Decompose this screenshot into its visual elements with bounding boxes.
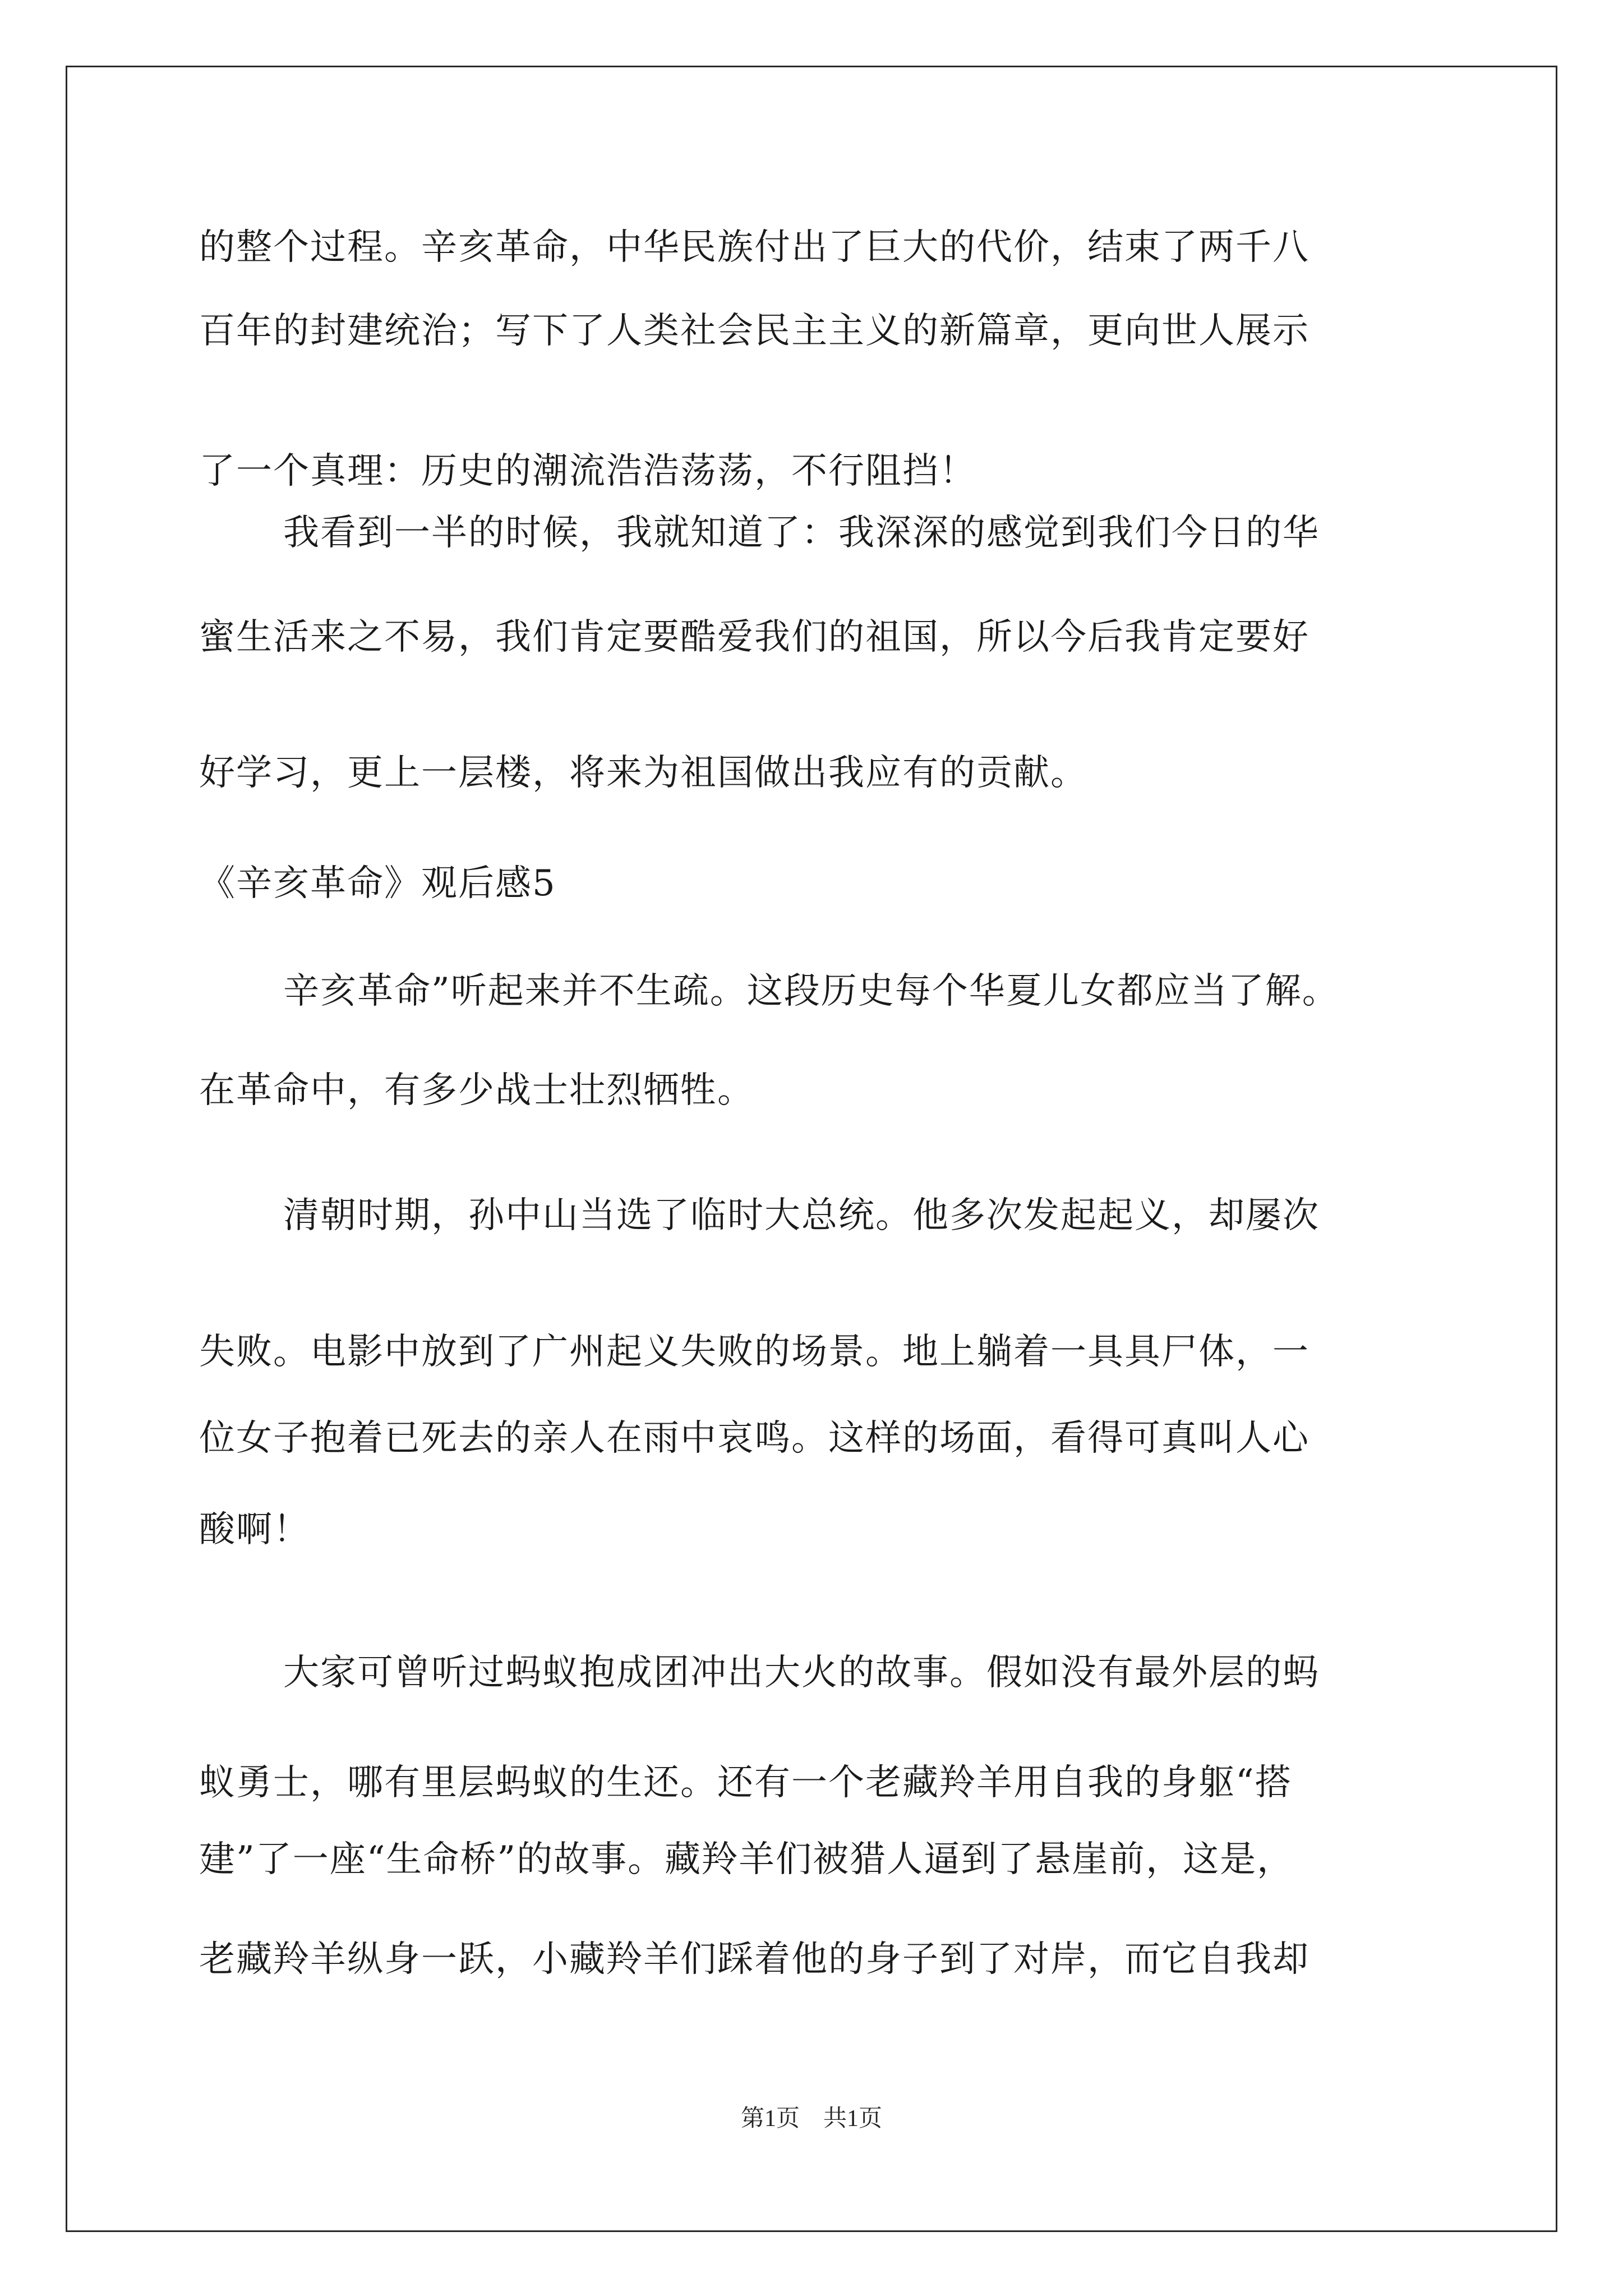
paragraph-first-line: 辛亥革命”听起来并不生疏。这段历史每个华夏儿女都应当了解。	[283, 970, 1339, 1012]
paragraph-first-line: 清朝时期，孙中山当选了临时大总统。他多次发起起义，却屡次	[283, 1195, 1320, 1236]
text-line: 位女子抱着已死去的亲人在雨中哀鸣。这样的场面，看得可真叫人心	[199, 1418, 1310, 1459]
text-line: 的整个过程。辛亥革命，中华民族付出了巨大的代价，结束了两千八	[199, 227, 1310, 268]
paragraph-first-line: 大家可曾听过蚂蚁抱成团冲出大火的故事。假如没有最外层的蚂	[283, 1652, 1320, 1694]
text-line: 好学习，更上一层楼，将来为祖国做出我应有的贡献。	[199, 752, 1087, 794]
page-footer: 第1页 共1页	[740, 2106, 882, 2132]
text-line: 了一个真理：历史的潮流浩浩荡荡，不行阻挡！	[199, 450, 976, 492]
paragraph-first-line: 我看到一半的时候，我就知道了：我深深的感觉到我们今日的华	[283, 512, 1320, 554]
text-line: 在革命中，有多少战士壮烈牺牲。	[199, 1070, 754, 1111]
text-line: 酸啊！	[199, 1509, 310, 1550]
page-border	[66, 66, 1557, 2232]
text-line: 老藏羚羊纵身一跃，小藏羚羊们踩着他的身子到了对岸，而它自我却	[199, 1939, 1310, 1980]
text-line: 建”了一座“生命桥”的故事。藏羚羊们被猎人逼到了悬崖前，这是，	[199, 1839, 1294, 1880]
section-heading: 《辛亥革命》观后感5	[199, 863, 556, 904]
text-line: 蜜生活来之不易，我们肯定要酷爱我们的祖国，所以今后我肯定要好	[199, 616, 1310, 658]
text-line: 失败。电影中放到了广州起义失败的场景。地上躺着一具具尸体，一	[199, 1331, 1310, 1373]
text-line: 蚁勇士，哪有里层蚂蚁的生还。还有一个老藏羚羊用自我的身躯“搭	[199, 1762, 1292, 1803]
text-line: 百年的封建统治；写下了人类社会民主主义的新篇章，更向世人展示	[199, 310, 1310, 352]
